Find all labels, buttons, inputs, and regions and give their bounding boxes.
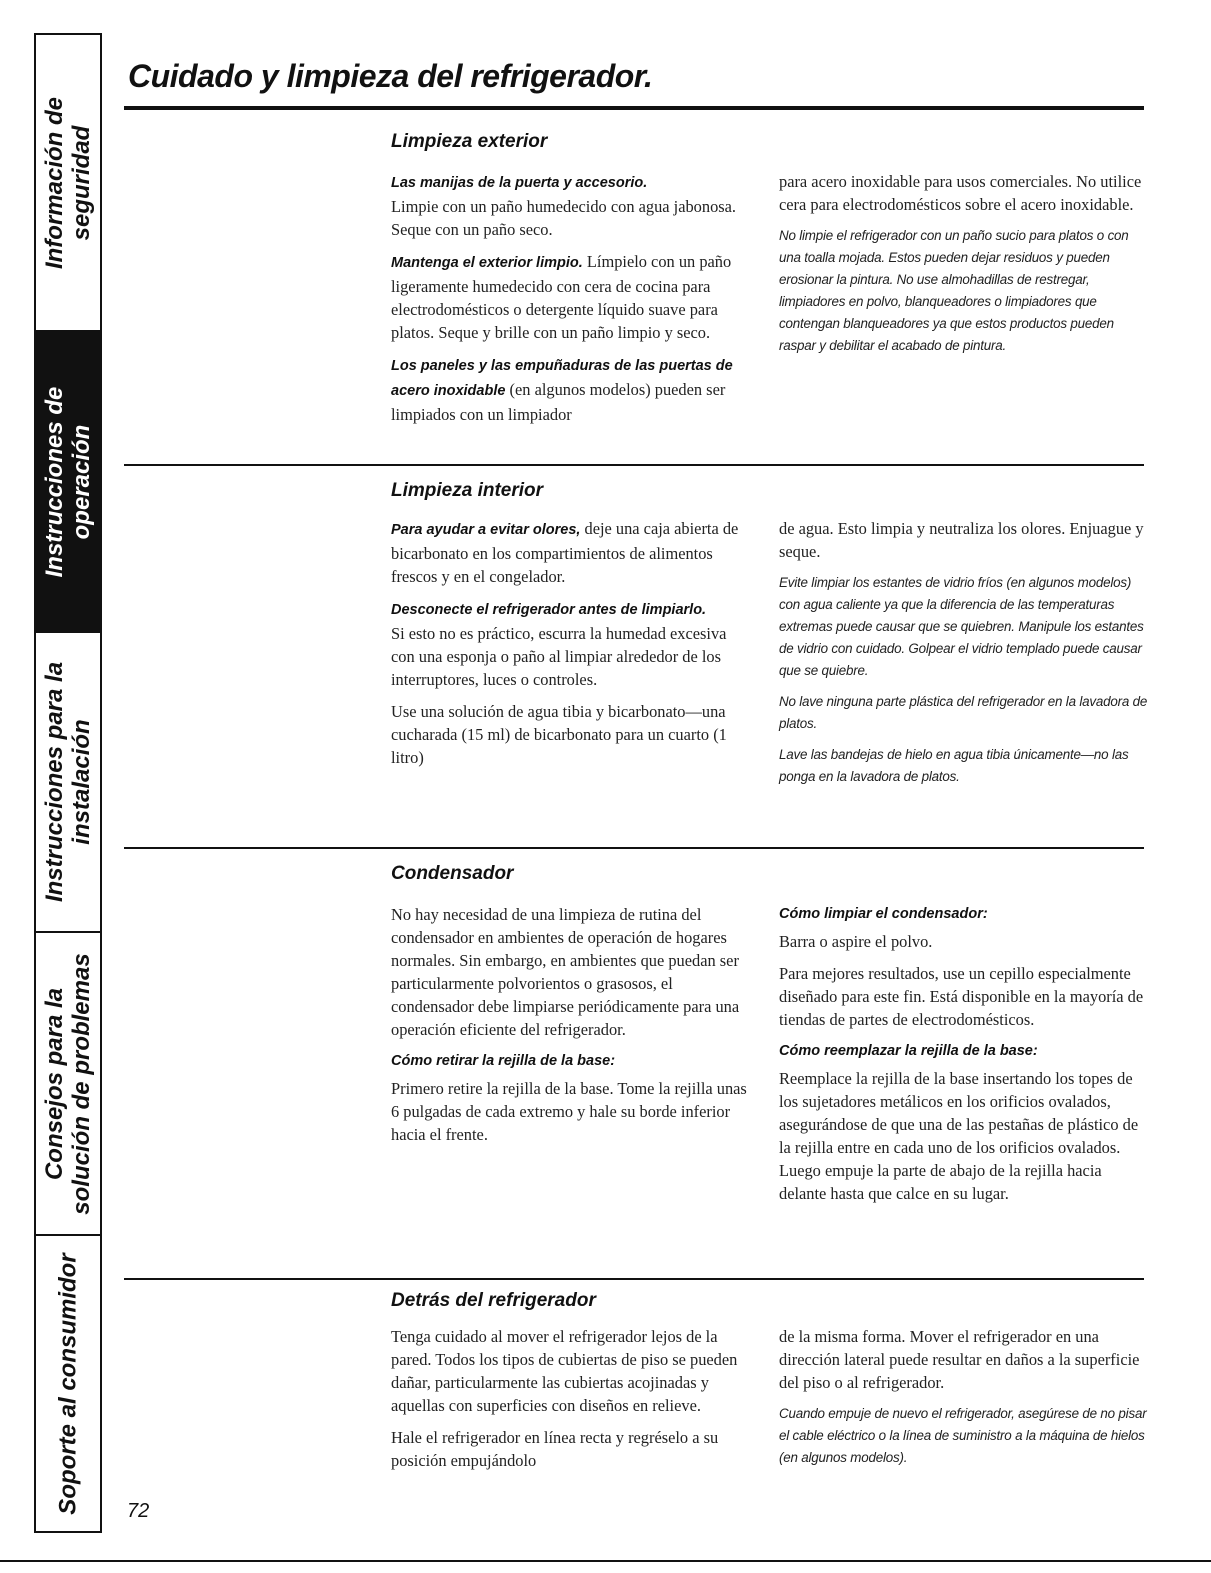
tab-label-line: Instrucciones de [41,386,68,577]
title-rule [124,106,1144,110]
section-heading-interior: Limpieza interior [391,480,544,501]
tab-label [41,386,95,577]
behind-right-column [779,1325,1149,1478]
tab-soporte-al-consumidor[interactable] [36,1236,100,1531]
paragraph-lead: Para ayudar a evitar olores, [391,522,581,538]
interior-left-column [391,517,751,778]
paragraph: Para mejores resultados, use un cepillo especialmente diseñado para este fin. Está disponible en la mayoría de tiendas de partes de electrodomésticos. [779,964,1144,1029]
tab-informacion-de-seguridad[interactable] [36,35,100,332]
paragraph: de agua. Esto limpia y neutraliza los olores. Enjuague y seque. [779,519,1144,561]
tab-label [55,1253,82,1514]
paragraph: Barra o aspire el polvo. [779,932,933,951]
paragraph: Reemplace la rejilla de la base insertando los topes de los sujetadores metálicos en los orificios ovalados, asegurándose de que una de las pestañas de plástico de la rejilla entre en cada uno de los orificios ovalados. Luego empuje la parte de abajo de la rejilla hacia delante hasta que calce en su lugar. [779,1069,1139,1203]
paragraph: No hay necesidad de una limpieza de rutina del condensador en ambientes de operación de hogares normales. Sin embargo, en ambientes que puedan ser particularmente polvorientos o grasosos, el condensador debe limpiarse periódicamente para una operación eficiente del refrigerador. [391,905,740,1039]
paragraph [391,170,751,241]
paragraph-lead: Las manijas de la puerta y accesorio. [391,175,648,191]
exterior-left-column [391,170,751,435]
subheading: Cómo retirar la rejilla de la base: [391,1053,616,1069]
tab-label [41,96,95,268]
subheading: Cómo limpiar el condensador: [779,906,988,922]
tab-label-line: seguridad [68,125,95,240]
tab-label-line: operación [68,424,95,539]
caution-note: Cuando empuje de nuevo el refrigerador, asegúrese de no pisar el cable eléctrico o la línea de suministro a la máquina de hielos (en algunos modelos). [779,1406,1147,1465]
tab-label-line: Instrucciones para la [41,661,68,903]
paragraph-text: Limpie con un paño humedecido con agua jabonosa. Seque con un paño seco. [391,197,737,239]
tab-label-line: instalación [68,719,95,845]
section-divider [124,464,1144,466]
condenser-right-column [779,903,1149,1214]
caution-note: Lave las bandejas de hielo en agua tibia únicamente—no las ponga en la lavadora de platos. [779,747,1129,784]
tab-label-line: solución de problemas [68,952,95,1215]
paragraph-text: Límpielo con un paño ligeramente humedecido con cera de cocina para electrodomésticos o detergente líquido suave para platos. Seque y brille con un paño limpio y seco. [391,252,732,342]
paragraph: para acero inoxidable para usos comerciales. No utilice cera para electrodomésticos sobre el acero inoxidable. [779,172,1142,214]
tab-label [41,662,95,902]
tab-label-line: Soporte al consumidor [54,1252,82,1515]
tab-instrucciones-de-operacion[interactable] [36,332,100,633]
paragraph: Tenga cuidado al mover el refrigerador lejos de la pared. Todos los tipos de cubiertas de piso se pueden dañar, particularmente las cubiertas acojinadas y aquellas con superficies con diseños en relieve. [391,1327,738,1415]
paragraph-lead: Los paneles y las empuñaduras de las puertas de acero inoxidable [391,358,733,399]
paragraph: Use una solución de agua tibia y bicarbonato—una cucharada (15 ml) de bicarbonato para un cuarto (1 litro) [391,702,727,767]
paragraph-text: Si esto no es práctico, escurra la humedad excesiva con una esponja o paño al limpiar alrededor de los interruptores, luces o controles. [391,624,727,689]
caution-note: No limpie el refrigerador con un paño sucio para platos o con una toalla mojada. Estos pueden dejar residuos y pueden erosionar la pintura. No use almohadillas de restregar, limpiadores en polvo, blanqueadores o limpiadores que contengan blanqueadores ya que estos productos pueden raspar y debilitar el acabado de pintura. [779,228,1129,353]
paragraph [391,250,751,344]
tab-consejos-para-la-solucion-de-problemas[interactable] [36,933,100,1236]
paragraph-lead: Desconecte el refrigerador antes de limpiarlo. [391,602,707,618]
section-tabs [34,33,102,1533]
section-heading-behind: Detrás del refrigerador [391,1290,596,1311]
bottom-rule [0,1560,1211,1562]
tab-label [41,953,95,1214]
section-heading-exterior: Limpieza exterior [391,131,548,152]
page-title: Cuidado y limpieza del refrigerador. [128,58,653,94]
tab-label-line: Información de [41,96,68,269]
section-divider [124,1278,1144,1280]
page-number: 72 [127,1500,150,1522]
exterior-right-column [779,170,1149,366]
condenser-left-column [391,903,751,1155]
caution-note: No lave ninguna parte plástica del refrigerador en la lavadora de platos. [779,694,1148,731]
interior-right-column [779,517,1149,797]
behind-left-column [391,1325,751,1481]
paragraph [391,517,751,588]
paragraph [391,597,751,691]
tab-label-line: Consejos para la [41,987,68,1180]
paragraph [391,353,751,426]
paragraph-text: deje una caja abierta de bicarbonato en los compartimientos de alimentos frescos y en el congelador. [391,519,739,586]
subheading: Cómo reemplazar la rejilla de la base: [779,1043,1038,1059]
section-heading-condenser: Condensador [391,863,514,884]
paragraph: Hale el refrigerador en línea recta y regréselo a su posición empujándolo [391,1428,719,1470]
paragraph: Primero retire la rejilla de la base. Tome la rejilla unas 6 pulgadas de cada extremo y hale su borde inferior hacia el frente. [391,1079,747,1144]
section-divider [124,847,1144,849]
tab-instrucciones-para-la-instalacion[interactable] [36,633,100,933]
paragraph: de la misma forma. Mover el refrigerador en una dirección lateral puede resultar en daños a la superficie del piso o al refrigerador. [779,1327,1140,1392]
paragraph-lead: Mantenga el exterior limpio. [391,255,583,271]
caution-note: Evite limpiar los estantes de vidrio fríos (en algunos modelos) con agua caliente ya que la diferencia de las temperaturas extremas puede causar que se quiebren. Manipule los estantes de vidrio con cuidado. Golpear el vidrio templado puede causar que se quiebre. [779,575,1144,678]
paragraph-text: (en algunos modelos) pueden ser limpiados con un limpiador [391,380,726,424]
